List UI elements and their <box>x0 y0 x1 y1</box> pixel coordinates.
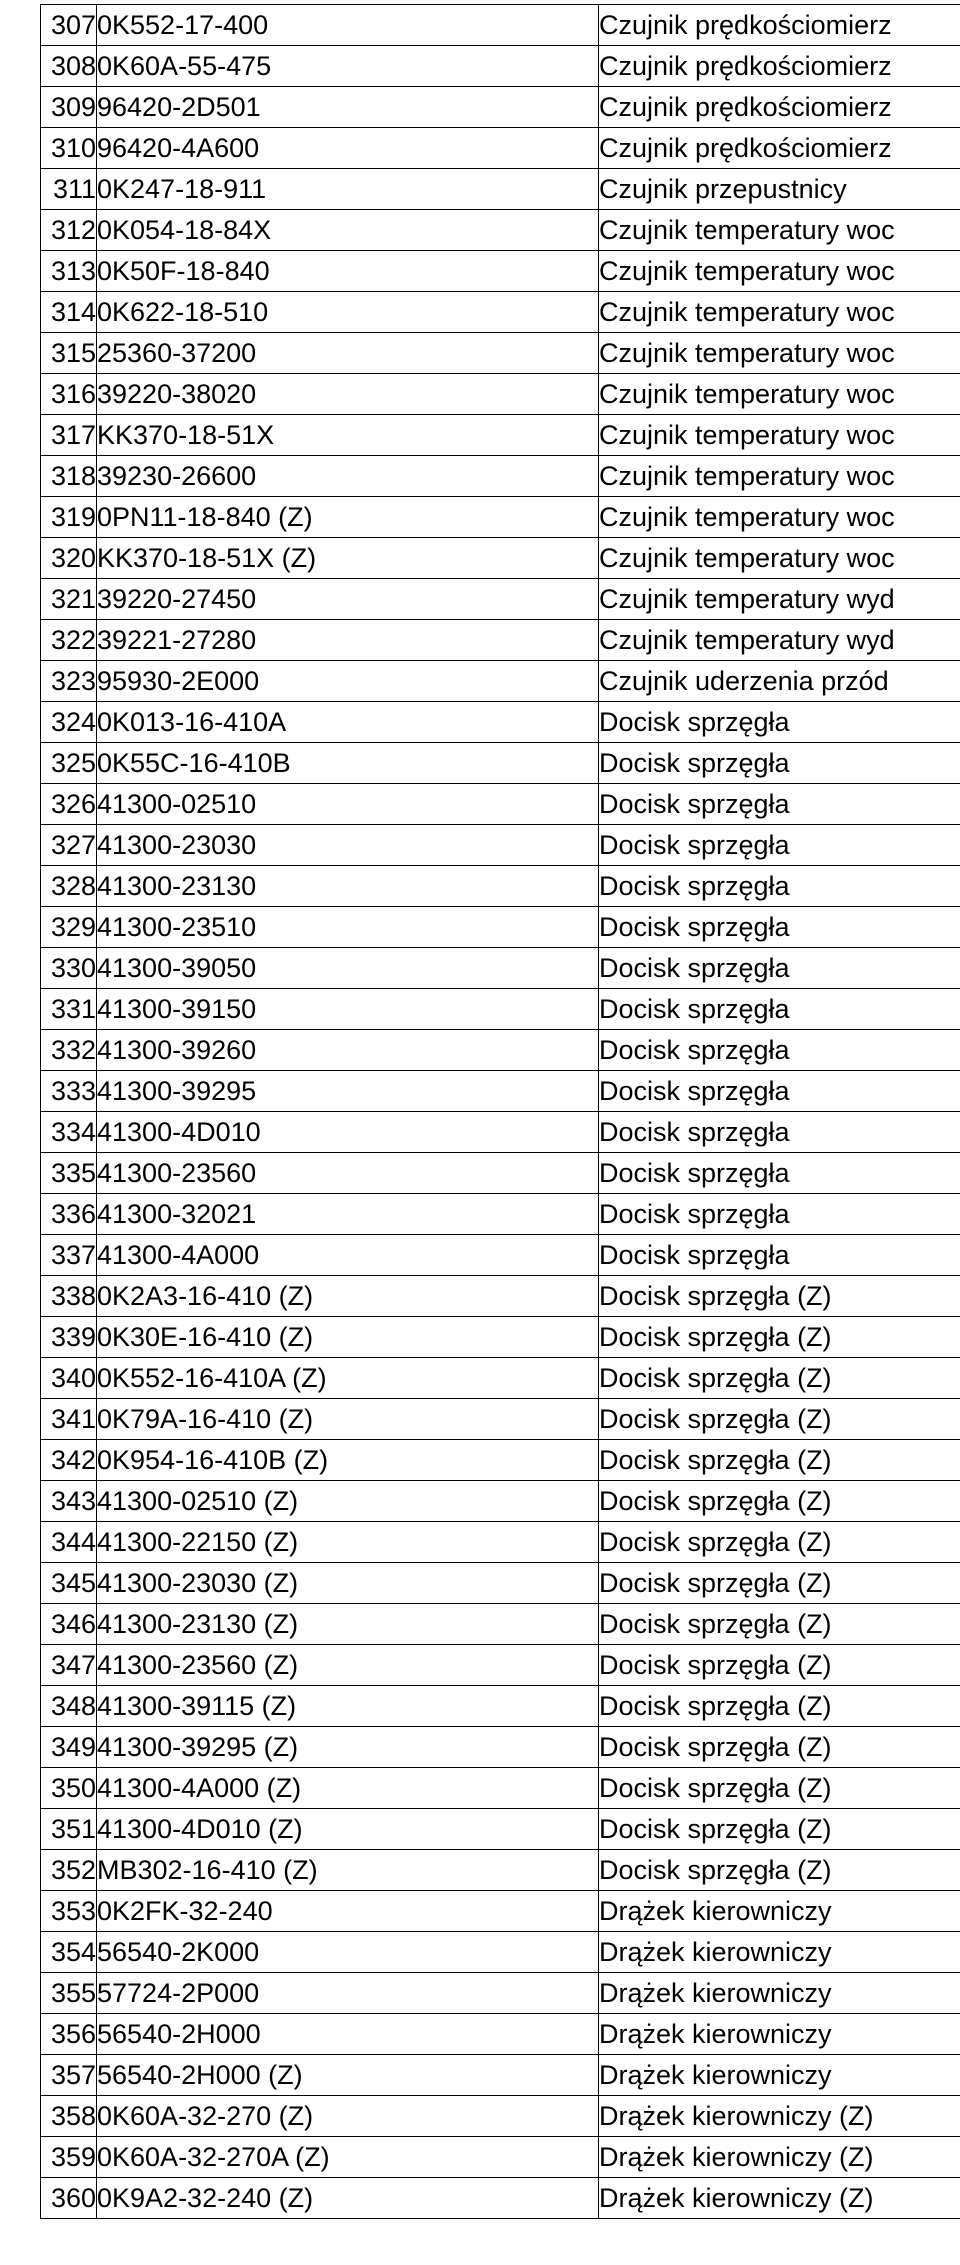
part-code: 0K054-18-84X <box>97 210 599 251</box>
row-number: 344 <box>41 1522 97 1563</box>
part-description: Docisk sprzęgła (Z) <box>599 1358 960 1399</box>
row-number: 335 <box>41 1153 97 1194</box>
row-number: 314 <box>41 292 97 333</box>
row-number: 336 <box>41 1194 97 1235</box>
part-code: 41300-23560 (Z) <box>97 1645 599 1686</box>
part-description: Docisk sprzęgła <box>599 825 960 866</box>
part-description: Docisk sprzęgła <box>599 866 960 907</box>
row-number: 319 <box>41 497 97 538</box>
part-code: 41300-39295 (Z) <box>97 1727 599 1768</box>
part-code: 41300-4D010 <box>97 1112 599 1153</box>
part-description: Docisk sprzęgła (Z) <box>599 1522 960 1563</box>
part-code: 41300-39115 (Z) <box>97 1686 599 1727</box>
part-code: 0K60A-55-475 <box>97 46 599 87</box>
row-number: 340 <box>41 1358 97 1399</box>
part-code: 41300-39295 <box>97 1071 599 1112</box>
table-row <box>41 374 960 415</box>
part-description: Docisk sprzęgła <box>599 1194 960 1235</box>
part-description: Docisk sprzęgła <box>599 1071 960 1112</box>
row-number: 334 <box>41 1112 97 1153</box>
part-description: Drążek kierowniczy (Z) <box>599 2137 960 2178</box>
part-code: 0K622-18-510 <box>97 292 599 333</box>
part-code: 96420-2D501 <box>97 87 599 128</box>
part-description: Drążek kierowniczy (Z) <box>599 2178 960 2219</box>
row-number: 327 <box>41 825 97 866</box>
part-description: Docisk sprzęgła (Z) <box>599 1809 960 1850</box>
row-number: 331 <box>41 989 97 1030</box>
table-row <box>41 1153 960 1194</box>
table-row <box>41 1809 960 1850</box>
table-row <box>41 1850 960 1891</box>
part-description: Drążek kierowniczy <box>599 2055 960 2096</box>
row-number: 350 <box>41 1768 97 1809</box>
table-row <box>41 661 960 702</box>
table-row <box>41 784 960 825</box>
row-number: 349 <box>41 1727 97 1768</box>
part-code: 0K9A2-32-240 (Z) <box>97 2178 599 2219</box>
table-row <box>41 1522 960 1563</box>
table-row <box>41 620 960 661</box>
table-row <box>41 1768 960 1809</box>
part-code: 56540-2K000 <box>97 1932 599 1973</box>
part-description: Czujnik temperatury wyd <box>599 620 960 661</box>
part-code: 0K552-17-400 <box>97 5 599 46</box>
part-description: Docisk sprzęgła <box>599 784 960 825</box>
part-code: 41300-02510 (Z) <box>97 1481 599 1522</box>
row-number: 316 <box>41 374 97 415</box>
part-code: 39230-26600 <box>97 456 599 497</box>
row-number: 354 <box>41 1932 97 1973</box>
part-description: Czujnik temperatury wyd <box>599 579 960 620</box>
row-number: 315 <box>41 333 97 374</box>
part-code: MB302-16-410 (Z) <box>97 1850 599 1891</box>
part-description: Czujnik prędkościomierz <box>599 5 960 46</box>
row-number: 333 <box>41 1071 97 1112</box>
row-number: 330 <box>41 948 97 989</box>
part-description: Czujnik temperatury woc <box>599 538 960 579</box>
row-number: 345 <box>41 1563 97 1604</box>
part-description: Docisk sprzęgła <box>599 989 960 1030</box>
part-code: 41300-23030 <box>97 825 599 866</box>
part-description: Docisk sprzęgła <box>599 702 960 743</box>
row-number: 311 <box>41 169 97 210</box>
parts-table <box>40 4 960 2219</box>
part-description: Docisk sprzęgła (Z) <box>599 1727 960 1768</box>
table-row <box>41 1317 960 1358</box>
part-code: 41300-23130 (Z) <box>97 1604 599 1645</box>
row-number: 320 <box>41 538 97 579</box>
table-row <box>41 169 960 210</box>
table-row <box>41 579 960 620</box>
row-number: 329 <box>41 907 97 948</box>
table-row <box>41 415 960 456</box>
table-row <box>41 251 960 292</box>
row-number: 313 <box>41 251 97 292</box>
part-code: KK370-18-51X (Z) <box>97 538 599 579</box>
part-code: 0K552-16-410A (Z) <box>97 1358 599 1399</box>
table-row <box>41 292 960 333</box>
part-code: 0K2FK-32-240 <box>97 1891 599 1932</box>
table-row <box>41 2137 960 2178</box>
row-number: 308 <box>41 46 97 87</box>
part-code: 0K50F-18-840 <box>97 251 599 292</box>
table-row <box>41 1563 960 1604</box>
table-row <box>41 989 960 1030</box>
row-number: 343 <box>41 1481 97 1522</box>
table-row <box>41 210 960 251</box>
parts-table-body <box>41 5 960 2219</box>
part-code: 0K013-16-410A <box>97 702 599 743</box>
part-code: 0K2A3-16-410 (Z) <box>97 1276 599 1317</box>
table-row <box>41 948 960 989</box>
table-row <box>41 1481 960 1522</box>
part-code: 0K60A-32-270 (Z) <box>97 2096 599 2137</box>
table-row <box>41 1112 960 1153</box>
part-code: 41300-32021 <box>97 1194 599 1235</box>
table-row <box>41 743 960 784</box>
row-number: 346 <box>41 1604 97 1645</box>
part-code: 41300-23560 <box>97 1153 599 1194</box>
row-number: 348 <box>41 1686 97 1727</box>
part-description: Docisk sprzęgła (Z) <box>599 1440 960 1481</box>
part-description: Docisk sprzęgła (Z) <box>599 1276 960 1317</box>
part-code: 41300-22150 (Z) <box>97 1522 599 1563</box>
part-description: Drążek kierowniczy <box>599 1891 960 1932</box>
table-row <box>41 1973 960 2014</box>
table-row <box>41 1358 960 1399</box>
table-row <box>41 1235 960 1276</box>
part-code: 41300-23510 <box>97 907 599 948</box>
row-number: 359 <box>41 2137 97 2178</box>
part-code: 0K79A-16-410 (Z) <box>97 1399 599 1440</box>
part-code: 0K954-16-410B (Z) <box>97 1440 599 1481</box>
part-description: Docisk sprzęgła (Z) <box>599 1686 960 1727</box>
row-number: 360 <box>41 2178 97 2219</box>
row-number: 318 <box>41 456 97 497</box>
table-row <box>41 702 960 743</box>
part-code: 41300-02510 <box>97 784 599 825</box>
row-number: 325 <box>41 743 97 784</box>
part-description: Czujnik temperatury woc <box>599 333 960 374</box>
part-code: 39221-27280 <box>97 620 599 661</box>
table-row <box>41 1645 960 1686</box>
row-number: 352 <box>41 1850 97 1891</box>
part-description: Czujnik prędkościomierz <box>599 46 960 87</box>
row-number: 323 <box>41 661 97 702</box>
part-description: Czujnik prędkościomierz <box>599 87 960 128</box>
part-code: 95930-2E000 <box>97 661 599 702</box>
part-code: 39220-27450 <box>97 579 599 620</box>
table-row <box>41 1071 960 1112</box>
row-number: 321 <box>41 579 97 620</box>
part-code: 41300-4A000 <box>97 1235 599 1276</box>
part-code: 0K60A-32-270A (Z) <box>97 2137 599 2178</box>
table-row <box>41 128 960 169</box>
part-description: Czujnik temperatury woc <box>599 292 960 333</box>
table-row <box>41 2014 960 2055</box>
row-number: 357 <box>41 2055 97 2096</box>
row-number: 309 <box>41 87 97 128</box>
table-row <box>41 5 960 46</box>
part-code: 39220-38020 <box>97 374 599 415</box>
part-description: Docisk sprzęgła (Z) <box>599 1399 960 1440</box>
table-row <box>41 46 960 87</box>
part-code: 56540-2H000 (Z) <box>97 2055 599 2096</box>
row-number: 342 <box>41 1440 97 1481</box>
part-code: 0PN11-18-840 (Z) <box>97 497 599 538</box>
part-description: Docisk sprzęgła <box>599 907 960 948</box>
row-number: 337 <box>41 1235 97 1276</box>
table-row <box>41 1604 960 1645</box>
row-number: 310 <box>41 128 97 169</box>
part-description: Docisk sprzęgła <box>599 1112 960 1153</box>
row-number: 307 <box>41 5 97 46</box>
part-code: KK370-18-51X <box>97 415 599 456</box>
table-row <box>41 1932 960 1973</box>
part-code: 41300-39260 <box>97 1030 599 1071</box>
table-row <box>41 87 960 128</box>
part-code: 56540-2H000 <box>97 2014 599 2055</box>
part-description: Czujnik temperatury woc <box>599 497 960 538</box>
row-number: 322 <box>41 620 97 661</box>
part-description: Docisk sprzęgła (Z) <box>599 1604 960 1645</box>
part-description: Docisk sprzęgła (Z) <box>599 1645 960 1686</box>
table-row <box>41 2096 960 2137</box>
table-row <box>41 907 960 948</box>
table-row <box>41 1399 960 1440</box>
row-number: 339 <box>41 1317 97 1358</box>
part-description: Docisk sprzęgła <box>599 1235 960 1276</box>
part-description: Czujnik temperatury woc <box>599 374 960 415</box>
part-description: Drążek kierowniczy <box>599 1932 960 1973</box>
row-number: 353 <box>41 1891 97 1932</box>
table-row <box>41 456 960 497</box>
part-description: Docisk sprzęgła (Z) <box>599 1563 960 1604</box>
part-code: 41300-4A000 (Z) <box>97 1768 599 1809</box>
part-code: 41300-39050 <box>97 948 599 989</box>
table-row <box>41 1276 960 1317</box>
part-description: Czujnik prędkościomierz <box>599 128 960 169</box>
part-code: 41300-23130 <box>97 866 599 907</box>
row-number: 326 <box>41 784 97 825</box>
part-code: 57724-2P000 <box>97 1973 599 2014</box>
part-description: Czujnik przepustnicy <box>599 169 960 210</box>
row-number: 351 <box>41 1809 97 1850</box>
part-code: 25360-37200 <box>97 333 599 374</box>
part-code: 0K55C-16-410B <box>97 743 599 784</box>
table-row <box>41 866 960 907</box>
part-code: 41300-39150 <box>97 989 599 1030</box>
table-row <box>41 2178 960 2219</box>
table-row <box>41 538 960 579</box>
part-description: Docisk sprzęgła (Z) <box>599 1768 960 1809</box>
part-description: Czujnik uderzenia przód <box>599 661 960 702</box>
row-number: 341 <box>41 1399 97 1440</box>
table-row <box>41 1030 960 1071</box>
part-description: Docisk sprzęgła <box>599 948 960 989</box>
table-row <box>41 2055 960 2096</box>
table-row <box>41 1727 960 1768</box>
part-description: Drążek kierowniczy <box>599 1973 960 2014</box>
row-number: 347 <box>41 1645 97 1686</box>
row-number: 338 <box>41 1276 97 1317</box>
part-description: Drążek kierowniczy (Z) <box>599 2096 960 2137</box>
row-number: 355 <box>41 1973 97 2014</box>
row-number: 358 <box>41 2096 97 2137</box>
part-code: 41300-4D010 (Z) <box>97 1809 599 1850</box>
part-description: Docisk sprzęgła (Z) <box>599 1317 960 1358</box>
row-number: 332 <box>41 1030 97 1071</box>
part-description: Drążek kierowniczy <box>599 2014 960 2055</box>
table-row <box>41 825 960 866</box>
part-code: 0K30E-16-410 (Z) <box>97 1317 599 1358</box>
part-description: Docisk sprzęgła (Z) <box>599 1481 960 1522</box>
part-code: 96420-4A600 <box>97 128 599 169</box>
part-description: Docisk sprzęgła <box>599 743 960 784</box>
part-description: Czujnik temperatury woc <box>599 210 960 251</box>
table-row <box>41 333 960 374</box>
row-number: 328 <box>41 866 97 907</box>
table-row <box>41 1686 960 1727</box>
part-description: Czujnik temperatury woc <box>599 456 960 497</box>
part-description: Docisk sprzęgła <box>599 1153 960 1194</box>
row-number: 324 <box>41 702 97 743</box>
table-row <box>41 1194 960 1235</box>
table-row <box>41 497 960 538</box>
part-description: Czujnik temperatury woc <box>599 251 960 292</box>
part-code: 41300-23030 (Z) <box>97 1563 599 1604</box>
table-row <box>41 1891 960 1932</box>
table-row <box>41 1440 960 1481</box>
part-description: Czujnik temperatury woc <box>599 415 960 456</box>
part-code: 0K247-18-911 <box>97 169 599 210</box>
parts-sheet <box>40 4 960 2219</box>
row-number: 317 <box>41 415 97 456</box>
row-number: 356 <box>41 2014 97 2055</box>
row-number: 312 <box>41 210 97 251</box>
part-description: Docisk sprzęgła (Z) <box>599 1850 960 1891</box>
part-description: Docisk sprzęgła <box>599 1030 960 1071</box>
